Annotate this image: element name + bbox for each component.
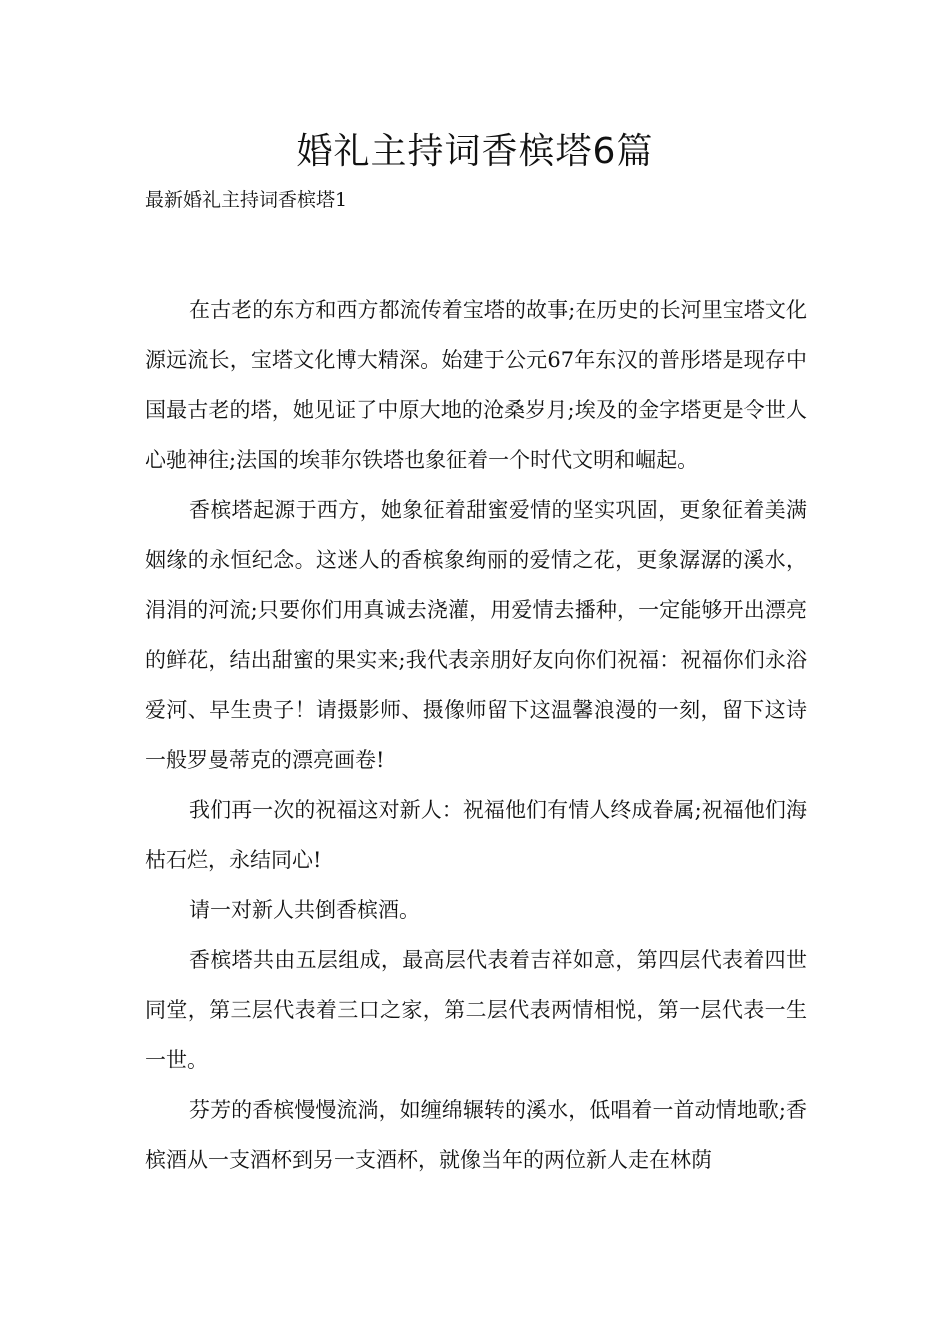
paragraph: 在古老的东方和西方都流传着宝塔的故事;在历史的长河里宝塔文化源远流长，宝塔文化博大精深。始建于公元67年东汉的普彤塔是现存中国最古老的塔，她见证了中原大地的沧桑岁月;埃及的金字塔更是令世人心驰神往;法国的埃菲尔铁塔也象征着一个时代文明和崛起。 (145, 298, 807, 472)
paragraph: 香槟塔共由五层组成，最高层代表着吉祥如意，第四层代表着四世同堂，第三层代表着三口之家，第二层代表两情相悦，第一层代表一生一世。 (145, 948, 807, 1072)
paragraph: 请一对新人共倒香槟酒。 (189, 898, 420, 922)
document-body (145, 285, 807, 1185)
document-title: 婚礼主持词香槟塔6篇 (296, 131, 654, 172)
document-subtitle: 最新婚礼主持词香槟塔1 (145, 189, 348, 211)
paragraph: 我们再一次的祝福这对新人：祝福他们有情人终成眷属;祝福他们海枯石烂，永结同心! (145, 798, 807, 872)
paragraph: 芬芳的香槟慢慢流淌，如缠绵辗转的溪水，低唱着一首动情地歌;香槟酒从一支酒杯到另一支酒杯，就像当年的两位新人走在林荫 (145, 1098, 807, 1172)
paragraph: 香槟塔起源于西方，她象征着甜蜜爱情的坚实巩固，更象征着美满姻缘的永恒纪念。这迷人的香槟象绚丽的爱情之花，更象潺潺的溪水，涓涓的河流;只要你们用真诚去浇灌，用爱情去播种，一定能够开出漂亮的鲜花，结出甜蜜的果实来;我代表亲朋好友向你们祝福：祝福你们永浴爱河、早生贵子！请摄影师、摄像师留下这温馨浪漫的一刻，留下这诗一般罗曼蒂克的漂亮画卷! (145, 498, 807, 772)
